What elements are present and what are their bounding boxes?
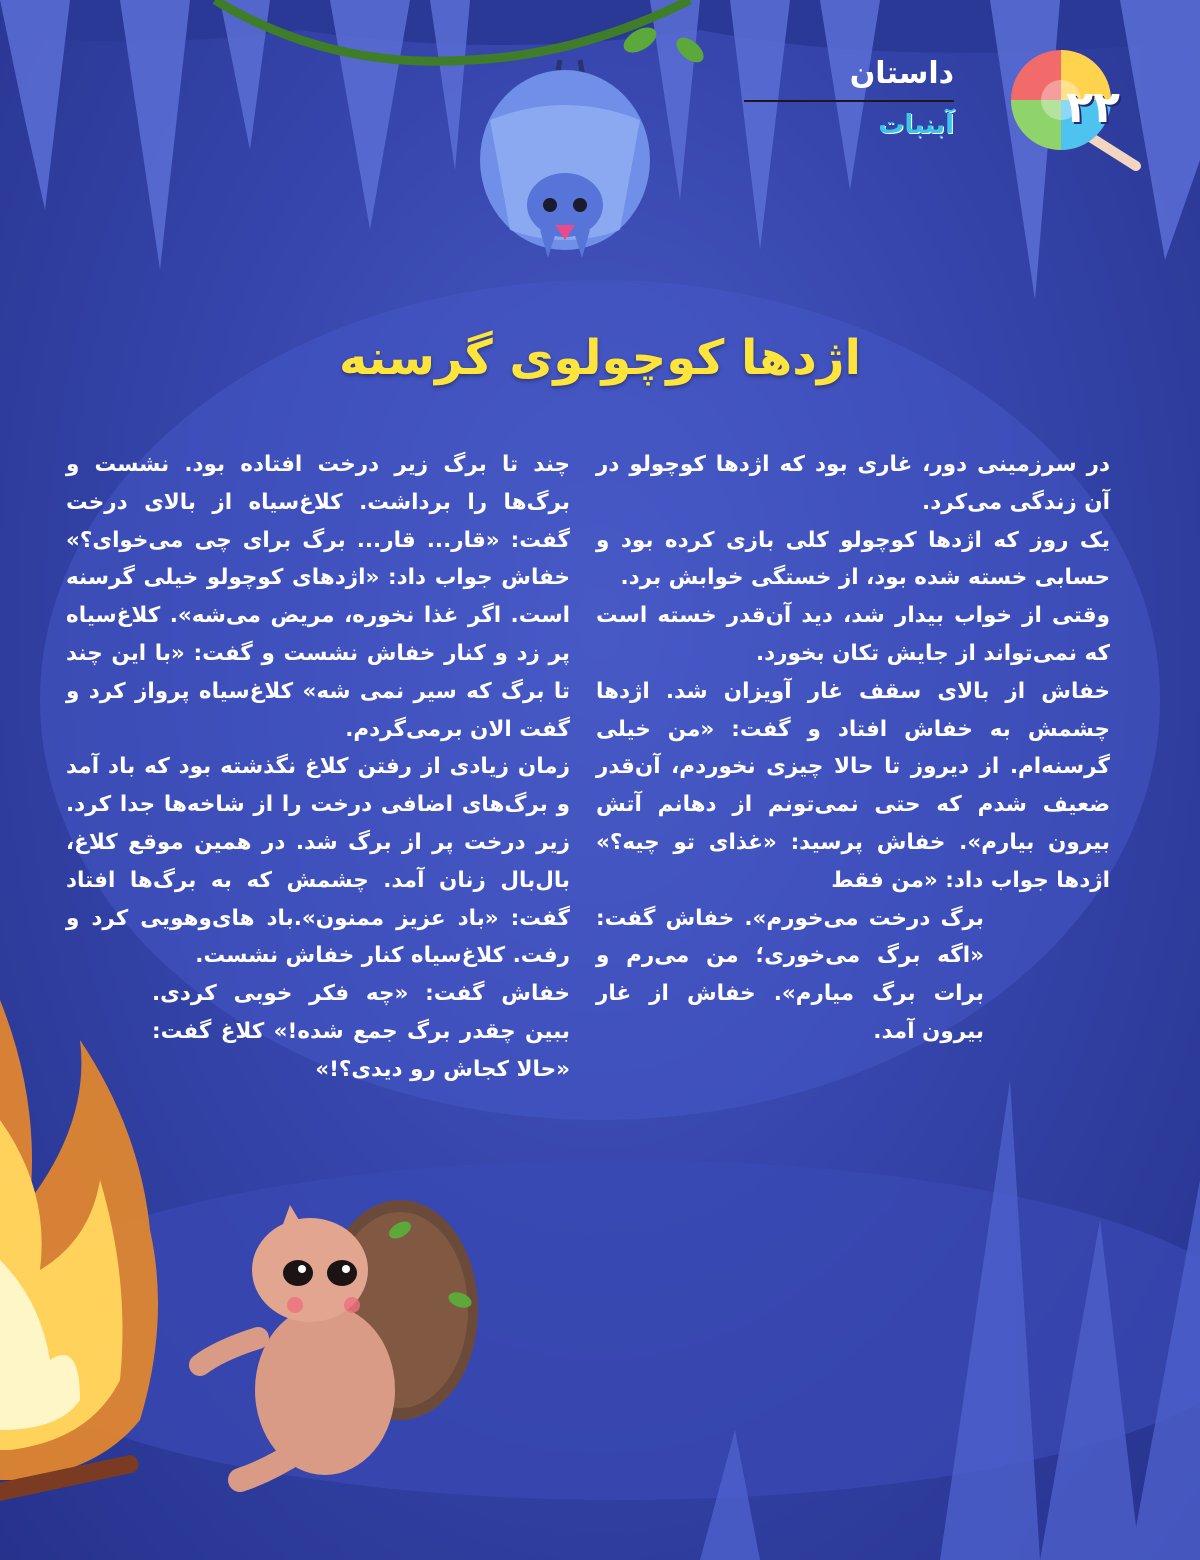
story-paragraph: در سرزمینی دور، غاری بود که اژدها کوچولو در آن زندگی می‌کرد. [596,452,1110,515]
stalactite [0,0,70,210]
story-column-left [66,446,570,1089]
page-header [800,48,1140,158]
section-title: داستان [849,56,954,91]
story-paragraph: خفاش گفت: «چه فکر خوبی کردی. ببین چقدر برگ جمع شده!» کلاغ گفت: «حالا کجاش رو دیدی؟!» [152,981,570,1082]
story-title: اژدها کوچولوی گرسنه [339,330,861,386]
story-paragraph: زمان زیادی از رفتن کلاغ نگذشته بود که باد آمد و برگ‌های اضافی درخت را از شاخه‌ها جدا کرد. زیر درخت پر از برگ شد. در همین موقع کلاغ، بال‌بال زنان آمد. چشمش که به برگ‌ها افتاد گفت: «باد عزیز ممنون».باد های‌وهویی کرد و رفت. کلاغ‌سیاه کنار خفاش نشست. [66,754,570,969]
story-column-right [596,446,1110,1051]
magazine-brand: آبنبات [878,110,954,140]
stalactite [430,0,470,170]
story-paragraph: یک روز که اژدها کوچولو کلی بازی کرده بود و حسابی خسته شده بود، از خستگی خوابش برد. [596,527,1110,591]
header-divider [744,100,954,102]
stalactite [120,0,190,270]
story-paragraph: خفاش از بالای سقف غار آویزان شد. اژدها چشمش به خفاش افتاد و گفت: «من خیلی گرسنه‌ام. از دیروز تا حالا چیزی نخوردم، آن‌قدر ضعیف شدم که حتی نمی‌تونم از دهانم آتش بیرون بیارم». خفاش پرسید: «غذای تو چیه؟» اژدها جواب داد: «من فقط [596,678,1110,893]
story-paragraph: چند تا برگ زیر درخت افتاده بود. نشست و برگ‌ها را برداشت. کلاغ‌سیاه از بالای درخت گفت: «قار... قار... برگ برای چی می‌خوای؟» خفاش جواب داد: «اژدهای کوچولو خیلی گرسنه است. اگر غذا نخوره، مریض می‌شه». کلاغ‌سیاه پر زد و کنار خفاش نشست و گفت: «با این چند تا برگ که سیر نمی شه» کلاغ‌سیاه پرواز کرد و گفت الان برمی‌گردم. [66,452,570,742]
stalactite [650,0,700,200]
bat-icon [480,60,650,258]
stalactite [730,0,790,250]
page-number: ۲۲ [1066,82,1120,133]
stalactite [330,0,410,230]
story-paragraph: برگ درخت می‌خورم». خفاش گفت: «اگه برگ می‌خوری؛ من می‌رم و برات برگ میارم». خفاش از غار بیرون آمد. [596,905,984,1044]
story-paragraph: وقتی از خواب بیدار شد، دید آن‌قدر خسته است که نمی‌تواند از جایش تکان بخورد. [596,603,1110,666]
